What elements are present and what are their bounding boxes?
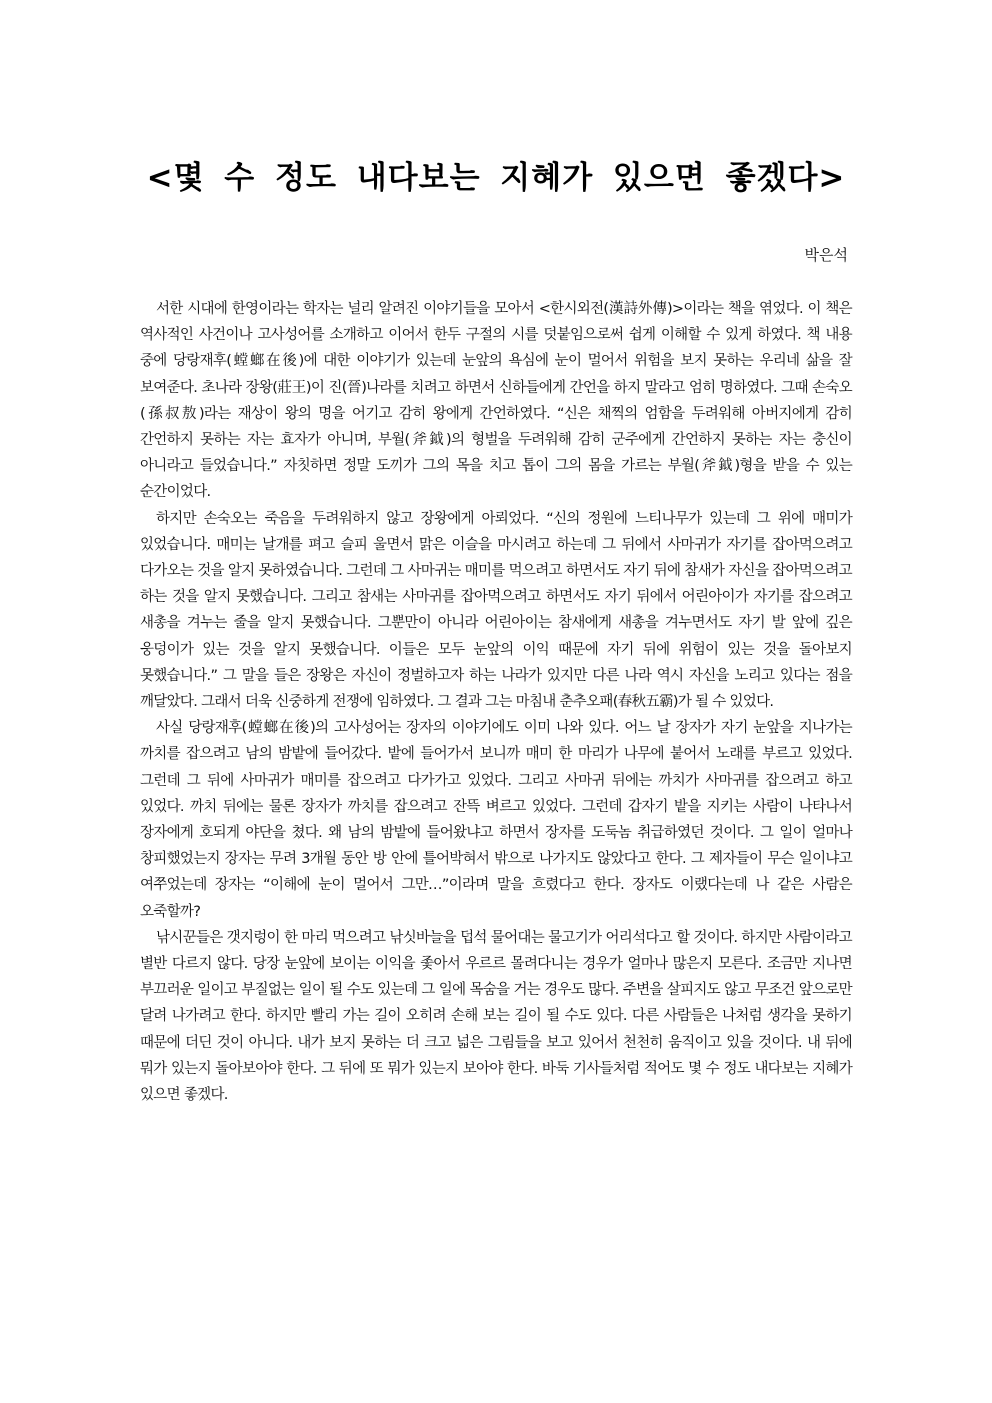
body-paragraph-3: 사실 당랑재후(螳螂在後)의 고사성어는 장자의 이야기에도 이미 나와 있다. 어느 날 장자가 자기 눈앞을 지나가는 까치를 잡으려고 남의 밤밭에 들어갔다. 밭에 들어가서 보니까 매미 한 마리가 나무에 붙어서 노래를 부르고 있었다. 그런데 그 뒤에 사마귀가 매미를 잡으려고 다가가고 있었다. 그리고 사마귀 뒤에는 까치가 사마귀를 잡으려고 하고 있었다. 까치 뒤에는 물론 장자가 까치를 잡으려고 잔뜩 벼르고 있었다. 그런데 갑자기 밭을 지키는 사람이 나타나서 장자에게 호되게 야단을 쳤다. 왜 남의 밤밭에 들어왔냐고 하면서 장자를 도둑놈 취급하였던 것이다. 그 일이 얼마나 창피했었는지 장자는 무려 3개월 동안 방 안에 틀어박혀서 밖으로 나가지도 않았다고 한다. 그 제자들이 무슨 일이냐고 여쭈었는데 장자는 “이해에 눈이 멀어서 그만…”이라며 말을 흐렸다고 한다. 장자도 이랬다는데 나 같은 사람은 오죽할까? xyxy=(140,720,852,920)
document-title: <몇 수 정도 내다보는 지혜가 있으면 좋겠다> xyxy=(146,160,846,196)
author-name: 박은석 xyxy=(804,246,848,264)
document-body xyxy=(140,296,852,1108)
body-paragraph-4: 낚시꾼들은 갯지렁이 한 마리 먹으려고 낚싯바늘을 덥석 물어대는 물고기가 어리석다고 할 것이다. 하지만 사람이라고 별반 다르지 않다. 당장 눈앞에 보이는 이익을 좇아서 우르르 몰려다니는 경우가 얼마나 많은지 모른다. 조금만 지나면 부끄러운 일이고 부질없는 일이 될 수도 있는데 그 일에 목숨을 거는 경우도 많다. 주변을 살피지도 않고 무조건 앞으로만 달려 나가려고 한다. 하지만 빨리 가는 길이 오히려 손해 보는 길이 될 수도 있다. 다른 사람들은 나처럼 생각을 못하기 때문에 더딘 것이 아니다. 내가 보지 못하는 더 크고 넓은 그림들을 보고 있어서 천천히 움직이고 있을 것이다. 내 뒤에 뭐가 있는지 돌아보아야 한다. 그 뒤에 또 뭐가 있는지 보아야 한다. 바둑 기사들처럼 적어도 몇 수 정도 내다보는 지혜가 있으면 좋겠다. xyxy=(140,929,852,1104)
body-paragraph-1: 서한 시대에 한영이라는 학자는 널리 알려진 이야기들을 모아서 <한시외전(漢詩外傳)>이라는 책을 엮었다. 이 책은 역사적인 사건이나 고사성어를 소개하고 이어서 한두 구절의 시를 덧붙임으로써 쉽게 이해할 수 있게 하였다. 책 내용 중에 당랑재후(螳螂在後)에 대한 이야기가 있는데 눈앞의 욕심에 눈이 멀어서 위험을 보지 못하는 우리네 삶을 잘 보여준다. 초나라 장왕(莊王)이 진(晉)나라를 치려고 하면서 신하들에게 간언을 하지 말라고 엄히 명하였다. 그때 손숙오(孫叔敖)라는 재상이 왕의 명을 어기고 감히 왕에게 간언하였다. “신은 채찍의 엄함을 두려워해 아버지에게 감히 간언하지 못하는 자는 효자가 아니며, 부월(斧鉞)의 형벌을 두려워해 감히 군주에게 간언하지 못하는 자는 충신이 아니라고 들었습니다.” 자칫하면 정말 도끼가 그의 목을 치고 톱이 그의 몸을 가르는 부월(斧鉞)형을 받을 수 있는 순간이었다. xyxy=(140,301,852,501)
body-paragraph-2: 하지만 손숙오는 죽음을 두려워하지 않고 장왕에게 아뢰었다. “신의 정원에 느티나무가 있는데 그 위에 매미가 있었습니다. 매미는 날개를 펴고 슬피 울면서 맑은 이슬을 마시려고 하는데 그 뒤에서 사마귀가 자기를 잡아먹으려고 다가오는 것을 알지 못하였습니다. 그런데 그 사마귀는 매미를 먹으려고 하면서도 자기 뒤에 참새가 자신을 잡아먹으려고 하는 것을 알지 못했습니다. 그리고 참새는 사마귀를 잡아먹으려고 하면서도 자기 뒤에서 어린아이가 자기를 잡으려고 새총을 겨누는 줄을 알지 못했습니다. 그뿐만이 아니라 어린아이는 참새에게 새총을 겨누면서도 자기 발 앞에 깊은 웅덩이가 있는 것을 알지 못했습니다. 이들은 모두 눈앞의 이익 때문에 자기 뒤에 위험이 있는 것을 돌아보지 못했습니다.” 그 말을 들은 장왕은 자신이 정벌하고자 하는 나라가 있지만 다른 나라 역시 자신을 노리고 있다는 점을 깨달았다. 그래서 더욱 신중하게 전쟁에 임하였다. 그 결과 그는 마침내 춘추오패(春秋五霸)가 될 수 있었다. xyxy=(140,510,852,711)
